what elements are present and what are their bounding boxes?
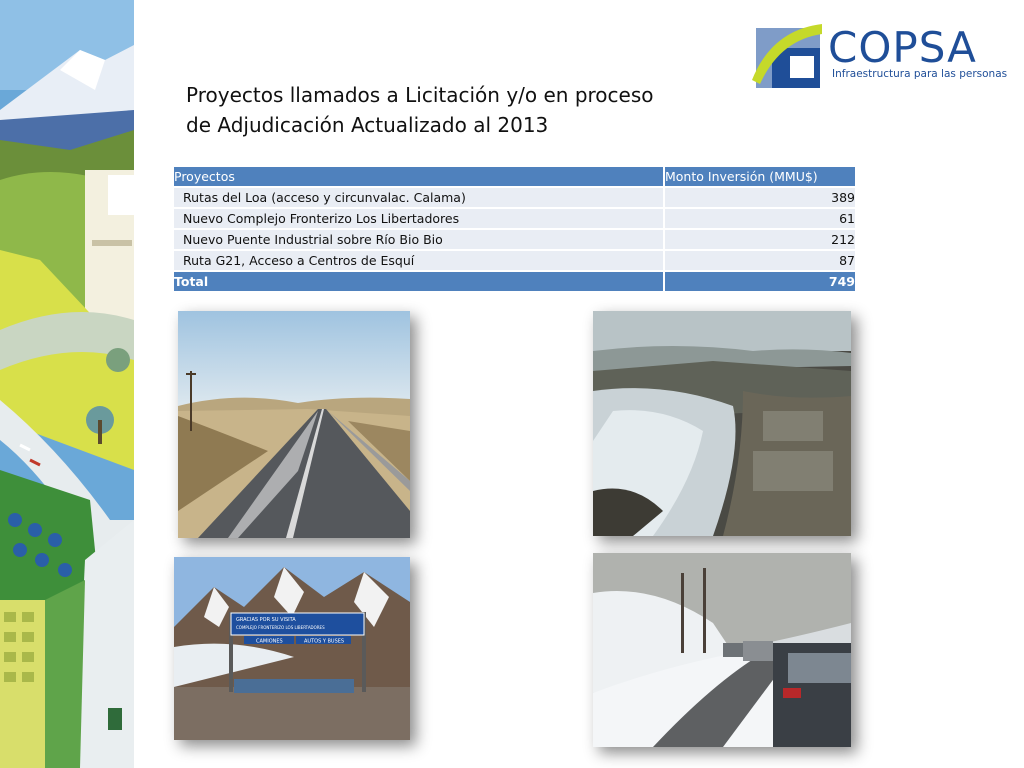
project-name: Ruta G21, Acceso a Centros de Esquí — [174, 250, 664, 271]
sign-line-1: GRACIAS POR SU VISITA — [236, 617, 296, 623]
project-name: Nuevo Complejo Fronterizo Los Libertadores — [174, 208, 664, 229]
sign-line-2: COMPLEJO FRONTERIZO LOS LIBERTADORES — [236, 625, 325, 630]
projects-table — [174, 167, 855, 293]
page-title-line-1: Proyectos llamados a Licitación y/o en proceso — [186, 83, 654, 107]
table-total-row — [174, 271, 855, 292]
project-amount: 87 — [664, 250, 855, 271]
photo-aerial-river — [593, 311, 851, 536]
table-row — [174, 208, 855, 229]
page-title — [186, 80, 706, 140]
table-row — [174, 229, 855, 250]
table-row — [174, 250, 855, 271]
project-amount: 212 — [664, 229, 855, 250]
project-name: Nuevo Puente Industrial sobre Río Bio Bio — [174, 229, 664, 250]
table-row — [174, 187, 855, 208]
project-amount: 389 — [664, 187, 855, 208]
table-header-row — [174, 167, 855, 187]
photo-desert-highway — [178, 311, 410, 538]
project-amount: 61 — [664, 208, 855, 229]
logo-wordmark: COPSA — [828, 23, 977, 72]
column-header-projects: Proyectos — [174, 167, 664, 187]
copsa-logo — [752, 20, 1008, 92]
sign-lane-trucks: CAMIONES — [256, 638, 283, 645]
column-header-investment: Monto Inversión (MMU$) — [664, 167, 855, 187]
sign-lane-cars: AUTOS Y BUSES — [304, 638, 345, 645]
logo-tagline: Infraestructura para las personas — [832, 68, 1008, 80]
total-amount: 749 — [664, 271, 855, 292]
page-title-line-2: de Adjudicación Actualizado al 2013 — [186, 113, 549, 137]
photo-border-complex — [174, 557, 410, 740]
total-label: Total — [174, 271, 664, 292]
project-name: Rutas del Loa (acceso y circunvalac. Calama) — [174, 187, 664, 208]
photo-snowy-road — [593, 553, 851, 747]
copsa-logo-mark-icon — [752, 20, 824, 90]
decorative-painting — [0, 0, 134, 768]
